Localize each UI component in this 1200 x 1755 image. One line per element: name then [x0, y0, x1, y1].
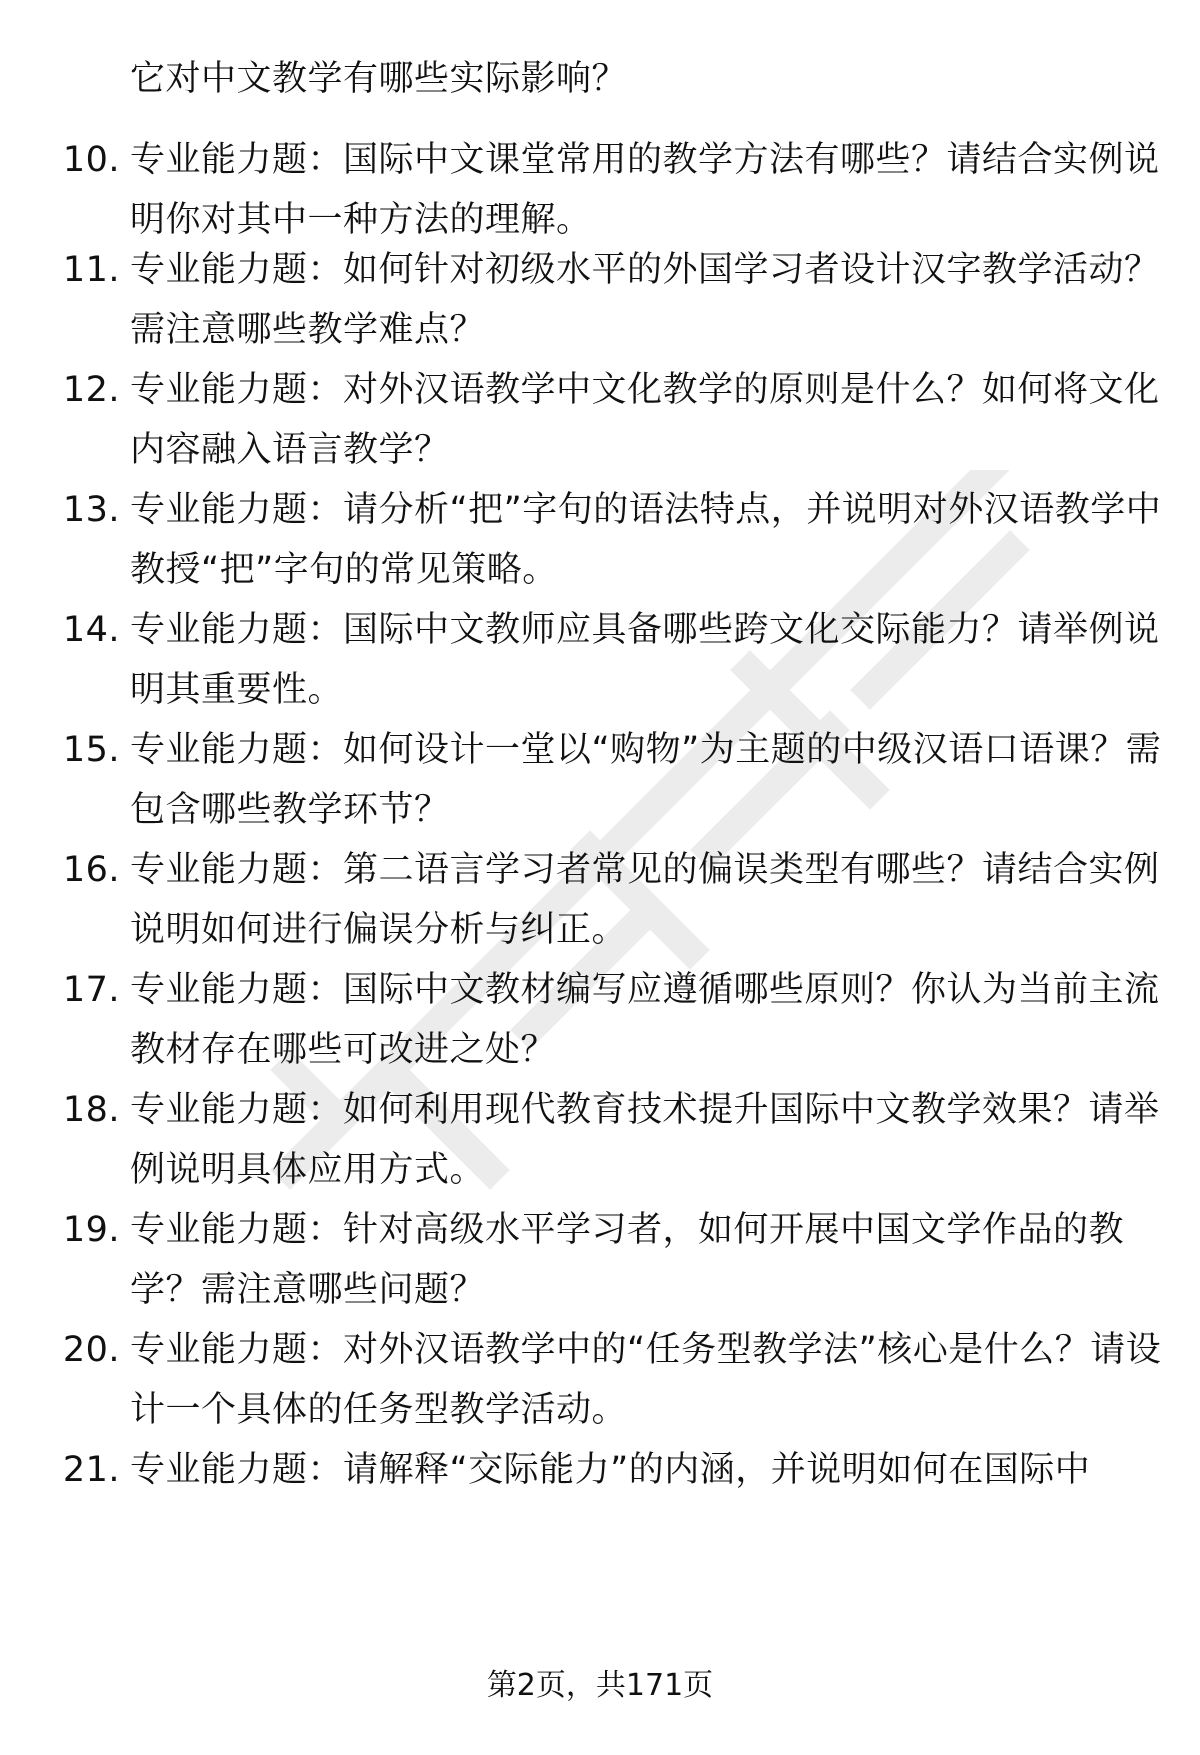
- continuation-text: 它对中文教学有哪些实际影响？: [130, 59, 628, 99]
- question-item: [50, 840, 1160, 960]
- question-number: 18.: [62, 1090, 120, 1130]
- question-item: [50, 600, 1160, 720]
- question-number: 15.: [62, 730, 120, 770]
- question-text: 专业能力题：国际中文课堂常用的教学方法有哪些？请结合实例说明你对其中一种方法的理解。: [130, 140, 1160, 240]
- question-item: [50, 1320, 1160, 1440]
- question-text: 专业能力题：请分析“把”字句的语法特点，并说明对外汉语教学中教授“把”字句的常见策略。: [130, 490, 1162, 590]
- question-number: 12.: [62, 370, 120, 410]
- page-indicator: 第2页，共171页: [486, 1668, 714, 1703]
- question-text: 专业能力题：国际中文教材编写应遵循哪些原则？你认为当前主流教材存在哪些可改进之处？: [130, 970, 1160, 1070]
- question-text: 专业能力题：如何针对初级水平的外国学习者设计汉字教学活动？需注意哪些教学难点？: [130, 250, 1160, 350]
- question-number: 20.: [62, 1330, 120, 1370]
- question-number: 19.: [62, 1210, 120, 1250]
- question-text: 专业能力题：对外汉语教学中文化教学的原则是什么？如何将文化内容融入语言教学？: [130, 370, 1160, 470]
- question-text: 专业能力题：针对高级水平学习者，如何开展中国文学作品的教学？需注意哪些问题？: [130, 1210, 1125, 1310]
- question-item: [50, 1080, 1160, 1200]
- question-text: 专业能力题：如何利用现代教育技术提升国际中文教学效果？请举例说明具体应用方式。: [130, 1090, 1160, 1190]
- question-number: 17.: [62, 970, 120, 1010]
- question-text: 专业能力题：如何设计一堂以“购物”为主题的中级汉语口语课？需包含哪些教学环节？: [130, 730, 1162, 830]
- question-item: [50, 240, 1160, 360]
- question-number: 14.: [62, 610, 120, 650]
- question-item: [50, 1200, 1160, 1320]
- question-number: 21.: [62, 1450, 120, 1490]
- question-number: 10.: [62, 140, 120, 180]
- question-text: 专业能力题：对外汉语教学中的“任务型教学法”核心是什么？请设计一个具体的任务型教学活动。: [130, 1330, 1162, 1430]
- question-item: [50, 480, 1160, 600]
- question-number: 11.: [62, 250, 120, 290]
- question-item: [50, 360, 1160, 480]
- question-number: 13.: [62, 490, 120, 530]
- question-item: [50, 960, 1160, 1080]
- question-item: [50, 720, 1160, 840]
- question-number: 16.: [62, 850, 120, 890]
- question-text: 专业能力题：国际中文教师应具备哪些跨文化交际能力？请举例说明其重要性。: [130, 610, 1160, 710]
- question-item: [50, 1440, 1160, 1500]
- question-text: 专业能力题：第二语言学习者常见的偏误类型有哪些？请结合实例说明如何进行偏误分析与纠正。: [130, 850, 1160, 950]
- question-text: 专业能力题：请解释“交际能力”的内涵，并说明如何在国际中: [130, 1450, 1091, 1490]
- question-item: [50, 130, 1160, 250]
